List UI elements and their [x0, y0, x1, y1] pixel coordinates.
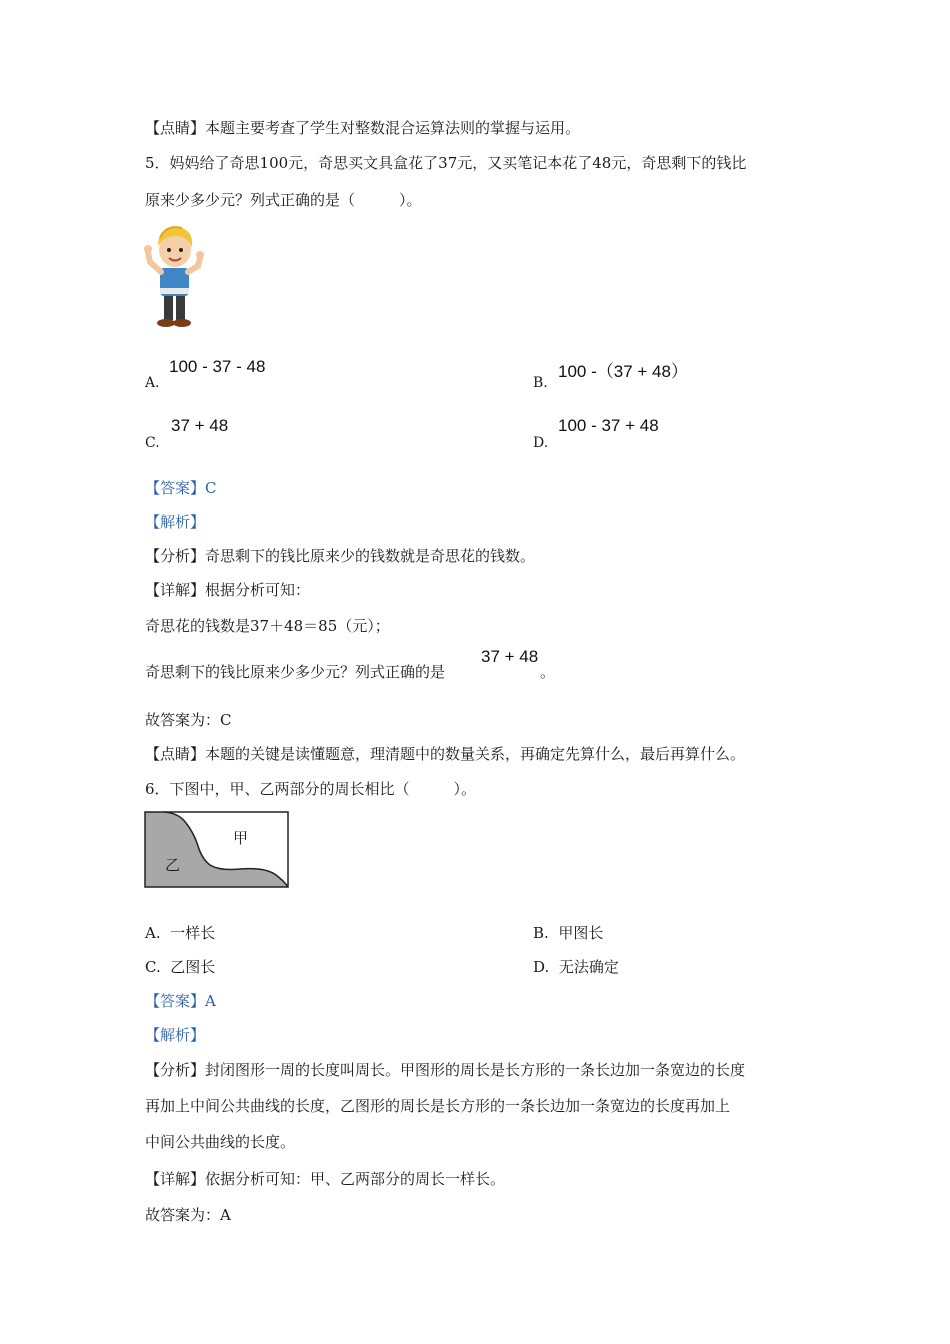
q5-stem-text: 原来少多少元？列式正确的是（	[145, 191, 356, 209]
q6-option-b	[533, 923, 603, 943]
q5-detail-2-formula: 37 + 48	[481, 647, 539, 666]
q5-analysis: 【分析】奇思剩下的钱比原来少的钱数就是奇思花的钱数。	[145, 547, 536, 565]
q5-jiexi-label: 【解析】	[145, 513, 206, 531]
q5-option-d-letter: D.	[533, 435, 549, 451]
label-yi: 乙	[165, 856, 181, 874]
q5-option-c-letter: C.	[145, 435, 160, 451]
q5-option-c-formula: 37 + 48	[171, 416, 229, 435]
boy-illustration	[142, 222, 208, 330]
q6-figure	[144, 811, 289, 888]
q5-conclusion: 故答案为：C	[145, 711, 232, 729]
label-jia: 甲	[233, 829, 249, 847]
q5-option-a-letter: A.	[145, 375, 160, 391]
q6-analysis-1: 【分析】封闭图形一周的长度叫周长。甲图形的周长是长方形的一条长边加一条宽边的长度	[145, 1061, 746, 1079]
q5-detail-2-end: 。	[540, 663, 556, 681]
q5-detail-2-text: 奇思剩下的钱比原来少多少元？列式正确的是	[145, 663, 446, 681]
q6-option-c-text: 乙图长	[170, 958, 216, 976]
q5-detail-2	[145, 662, 445, 682]
q5-option-d-formula: 100 - 37 + 48	[558, 416, 659, 435]
yi-region	[145, 812, 288, 887]
q5-option-a-formula: 100 - 37 - 48	[169, 357, 266, 376]
q4-note: 【点睛】本题主要考查了学生对整数混合运算法则的掌握与运用。	[145, 119, 581, 137]
q6-option-a-text: 一样长	[170, 924, 216, 942]
q5-option-b-formula: 100 -（37 + 48）	[558, 362, 688, 381]
q6-jiexi-label: 【解析】	[145, 1026, 206, 1044]
q6-option-b-letter: B.	[533, 924, 549, 942]
q6-stem-text: 6．下图中，甲、乙两部分的周长相比（	[145, 780, 410, 798]
q6-option-c-letter: C.	[145, 958, 161, 976]
q6-option-c	[145, 957, 215, 977]
q6-analysis-3: 中间公共曲线的长度。	[145, 1133, 296, 1151]
q6-detail: 【详解】依据分析可知：甲、乙两部分的周长一样长。	[145, 1170, 506, 1188]
q6-option-a-letter: A.	[145, 924, 161, 942]
q5-detail-head: 【详解】根据分析可知：	[145, 581, 311, 599]
q6-stem-end: ）。	[453, 780, 477, 798]
q6-option-d-text: 无法确定	[558, 958, 619, 976]
q6-option-b-text: 甲图长	[558, 924, 604, 942]
q6-analysis-2: 再加上中间公共曲线的长度，乙图形的周长是长方形的一条长边加一条宽边的长度再加上	[145, 1097, 731, 1115]
q5-answer: 【答案】C	[145, 479, 217, 497]
q5-option-b-letter: B.	[533, 375, 548, 391]
q6-conclusion: 故答案为：A	[145, 1206, 231, 1224]
q6-option-d	[533, 957, 619, 977]
q5-detail-1: 奇思花的钱数是37＋48＝85（元）；	[145, 617, 390, 635]
q6-answer: 【答案】A	[145, 992, 216, 1010]
q6-option-d-letter: D.	[533, 958, 550, 976]
q6-stem	[145, 779, 476, 799]
rectangle-divided-figure	[144, 811, 289, 888]
q5-stem-line1: 5．妈妈给了奇思100元，奇思买文具盒花了37元，又买笔记本花了48元，奇思剩下的钱比	[145, 154, 747, 172]
q6-option-a	[145, 923, 215, 943]
q5-note: 【点睛】本题的关键是读懂题意，理清题中的数量关系，再确定先算什么，最后再算什么。	[145, 745, 746, 763]
q5-stem-line2	[145, 190, 422, 210]
q5-stem-end: ）。	[399, 191, 422, 209]
